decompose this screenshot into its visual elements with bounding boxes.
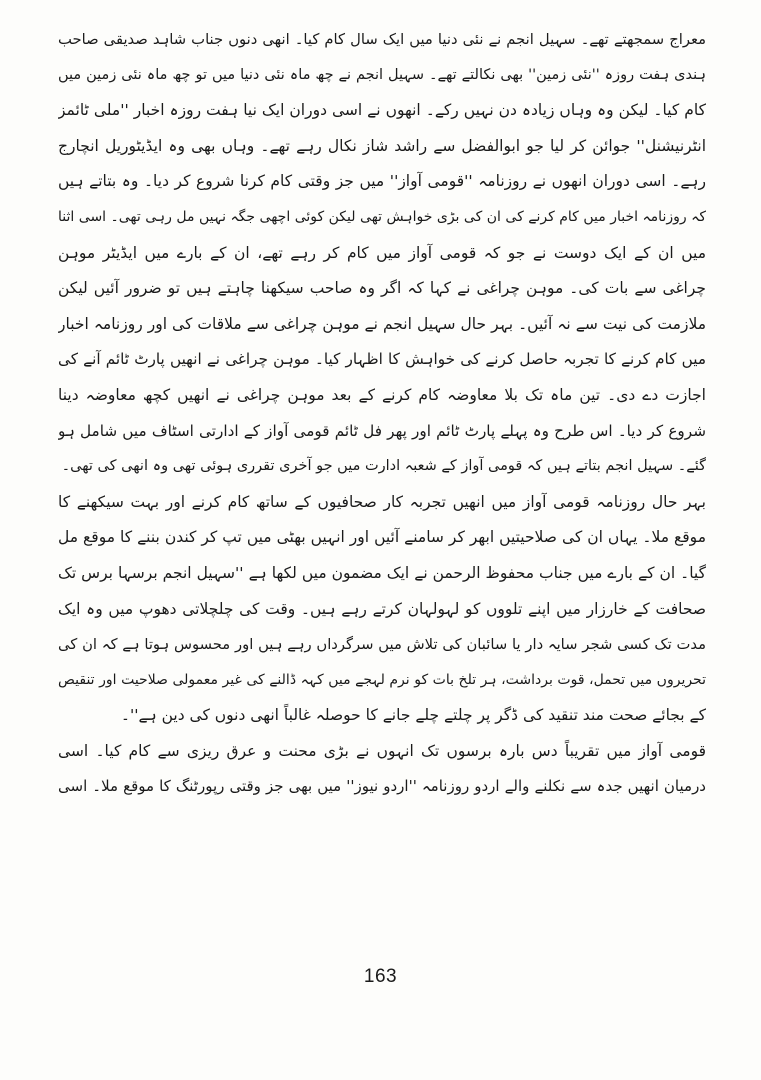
- text-line: گیا۔ ان کے بارے میں جناب محفوظ الرحمن نے ایک مضمون میں لکھا ہے ''سہیل انجم برسہا برس تک: [58, 563, 706, 582]
- text-line: موقع ملا۔ یہاں ان کی صلاحیتیں ابھر کر سامنے آئیں اور انہیں بھٹی میں تپ کر کندن بننے کا موقع مل: [58, 528, 706, 547]
- text-line: کے بجائے صحت مند تنقید کی ڈگر پر چلتے چلے جانے کا حوصلہ غالباً انھی دنوں کی دین ہے''۔: [120, 706, 706, 725]
- text-line: گئے۔ سہیل انجم بتاتے ہیں کہ قومی آواز کے شعبہ ادارت میں جو آخری تقرری ہوئی تھی وہ انھی کی تھی۔: [61, 458, 706, 475]
- text-line: میں ان کے ایک دوست نے جو کہ قومی آواز میں کام کر رہے تھے، ان کے بارے میں ایڈیٹر موہن: [58, 243, 706, 262]
- text-line: ملازمت کی نیت سے نہ آئیں۔ بہر حال سہیل انجم نے موہن چراغی سے ملاقات کی اور روزنامہ اخبار: [58, 314, 706, 333]
- text-line: میں کام کرنے کا تجربہ حاصل کرنے کی خواہش کا اظہار کیا۔ موہن چراغی نے انھیں پارٹ ٹائم آنے کی: [58, 350, 706, 369]
- text-line: صحافت کے خارزار میں اپنے تلووں کو لہولہان کرتے رہے ہیں۔ وقت کی چلچلاتی دھوپ میں وہ ایک: [58, 599, 706, 618]
- text-line: انٹرنیشنل'' جوائن کر لیا جو ابوالفضل سے راشد شاز نکال رہے تھے۔ وہاں بھی وہ ایڈیٹوریل انچارج: [58, 136, 706, 155]
- text-line: معراج سمجھتے تھے۔ سہیل انجم نے نئی دنیا میں ایک سال کام کیا۔ انھی دنوں جناب شاہد صدیقی صاحب: [58, 31, 706, 48]
- text-line: درمیان انھیں جدہ سے نکلنے والے اردو روزنامہ ''اردو نیوز'' میں بھی جز وقتی رپورٹنگ کا موقع ملا۔ اسی: [58, 777, 706, 796]
- text-line: اجازت دے دی۔ تین ماہ تک بلا معاوضہ کام کرنے کے بعد موہن چراغی نے انھیں کچھ معاوضہ دینا: [58, 385, 706, 404]
- text-line: کہ روزنامہ اخبار میں کام کرنے کی ان کی بڑی خواہش تھی لیکن کوئی اچھی جگہ نہیں مل رہی تھی۔ اسی اثنا: [58, 208, 706, 225]
- text-line: کام کیا۔ لیکن وہ وہاں زیادہ دن نہیں رکے۔ انھوں نے اسی دوران ایک نیا ہفت روزہ اخبار ''ملی ٹائمز: [58, 101, 706, 120]
- text-line: قومی آواز میں تقریباً دس بارہ برسوں تک انہوں نے بڑی محنت و عرق ریزی سے کام کیا۔ اسی: [58, 741, 706, 760]
- text-line: بہر حال روزنامہ قومی آواز میں انھیں تجربہ کار صحافیوں کے ساتھ کام کرنے اور بہت سیکھنے کا: [58, 492, 706, 511]
- text-line: تحریروں میں تحمل، قوت برداشت، ہر تلخ بات کو نرم لہجے میں کہہ ڈالنے کی غیر معمولی صلاحیت اور تنقیص: [58, 671, 706, 688]
- text-line: ہندی ہفت روزہ ''نئی زمین'' بھی نکالتے تھے۔ سہیل انجم نے چھ ماہ نئی دنیا میں تو چھ ماہ نئی زمین میں: [58, 66, 706, 83]
- text-line: مدت تک کسی شجر سایہ دار یا سائبان کی تلاش میں سرگرداں رہے ہیں اور محسوس ہوتا ہے کہ ان کی: [58, 636, 706, 654]
- page-number: 163: [363, 966, 398, 987]
- text-line: چراغی سے بات کی۔ موہن چراغی نے کہا کہ اگر وہ صاحب سیکھنا چاہتے ہیں تو ضرور آئیں لیکن: [58, 279, 706, 298]
- text-line: رہے۔ اسی دوران انھوں نے روزنامہ ''قومی آواز'' میں جز وقتی کام کرنا شروع کر دیا۔ وہ بتاتے ہیں: [58, 172, 706, 191]
- body-text: [58, 22, 706, 805]
- text-line: شروع کر دیا۔ اس طرح وہ پہلے پارٹ ٹائم اور پھر فل ٹائم قومی آواز کے ادارتی اسٹاف میں شامل ہو: [58, 421, 706, 440]
